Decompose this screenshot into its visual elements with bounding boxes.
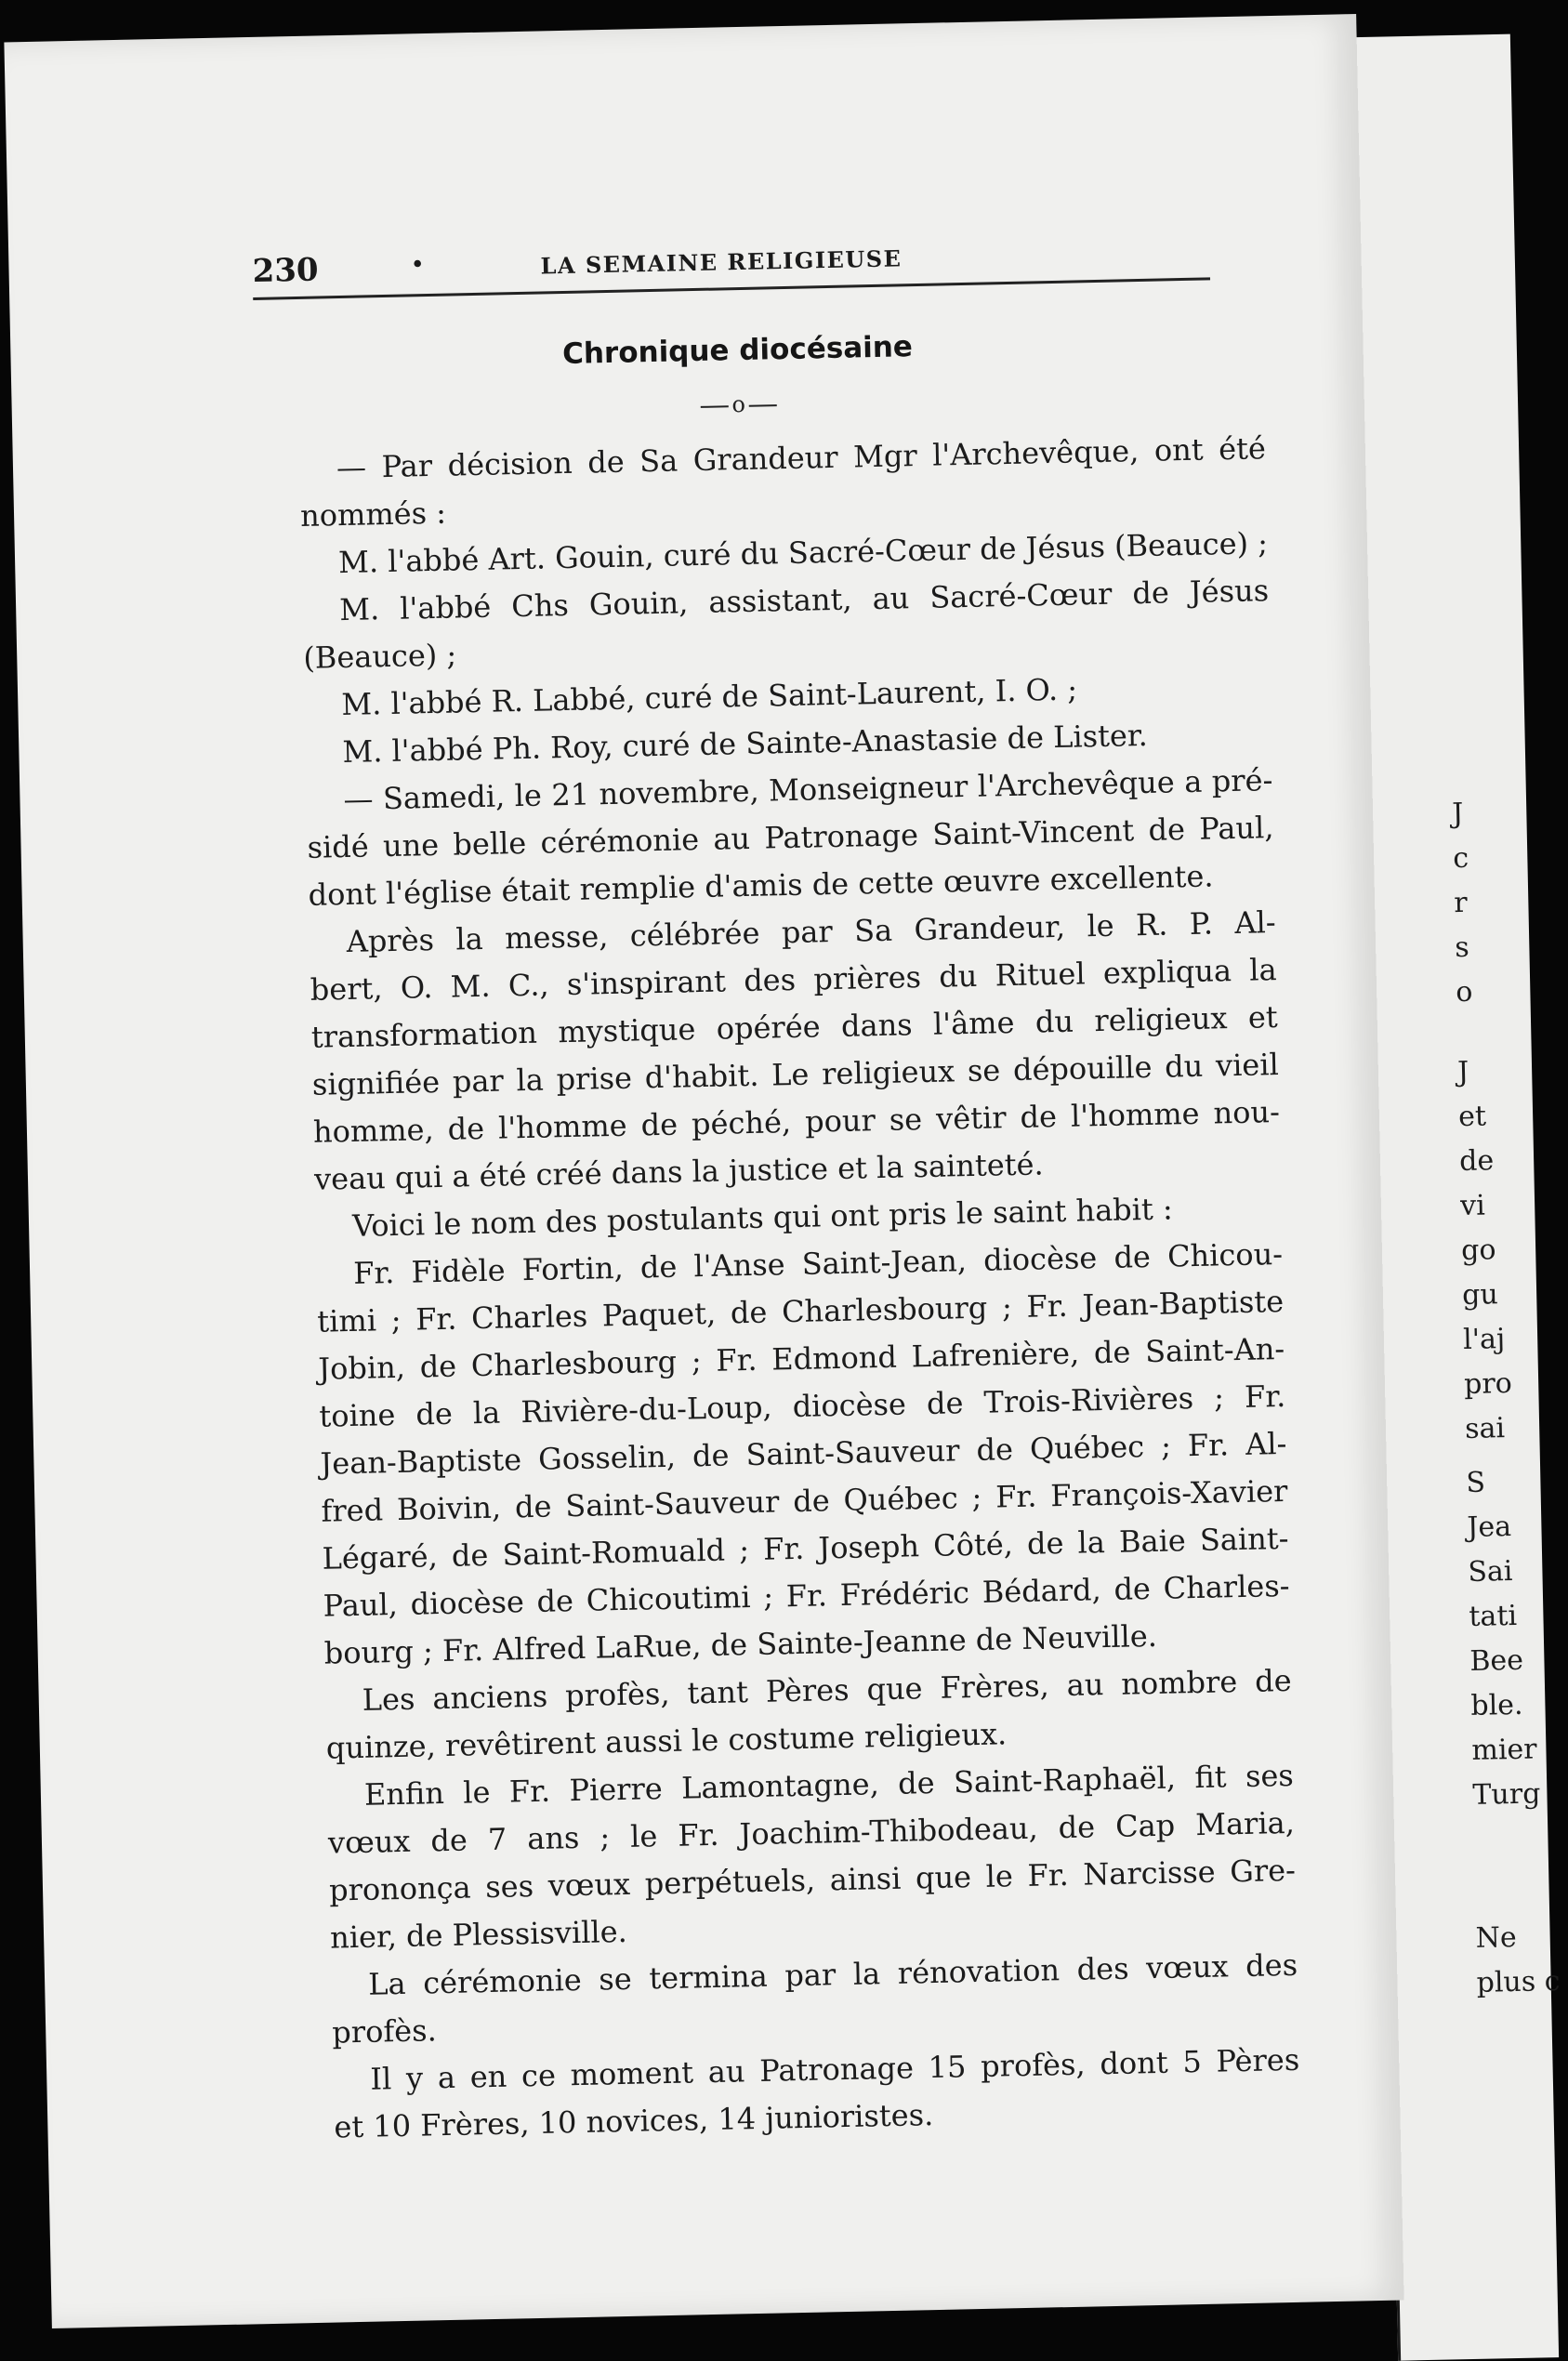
section-ornament	[256, 381, 1222, 428]
adjacent-page-text-fragment: Ne	[1475, 1920, 1518, 1955]
text-line: nier, de Plessisville.	[329, 1913, 628, 1956]
book-page	[4, 14, 1403, 2328]
text-line: signifiée par la prise d'habit. Le religieux se dépouille du vieil	[311, 1047, 1280, 1102]
adjacent-page-text-fragment: gu	[1461, 1278, 1499, 1312]
adjacent-page-text-fragment: l'aj	[1462, 1323, 1506, 1357]
text-line: prononça ses vœux perpétuels, ainsi que le Fr. Narcisse Gre-	[328, 1852, 1297, 1908]
text-line: Il y a en ce moment au Patronage 15 profès, dont 5 Pères	[369, 2041, 1300, 2097]
ornament-circle: o	[731, 390, 746, 418]
adjacent-page-text-fragment: S	[1466, 1466, 1486, 1499]
adjacent-page-text-fragment: mier	[1471, 1733, 1537, 1767]
adjacent-page-text-fragment: Jea	[1467, 1510, 1512, 1544]
text-line: — Samedi, le 21 novembre, Monseigneur l'Archevêque a pré-	[343, 762, 1273, 818]
text-line: timi ; Fr. Charles Paquet, de Charlesbourg ; Fr. Jean-Baptiste	[316, 1283, 1285, 1339]
text-line: transformation mystique opérée dans l'âme du religieux et	[310, 999, 1279, 1055]
adjacent-page-text-fragment: pro	[1463, 1366, 1513, 1402]
page-header	[252, 232, 1210, 300]
text-line: fred Boivin, de Saint-Sauveur de Québec ; Fr. François-Xavier	[321, 1472, 1288, 1529]
text-line: M. l'abbé Chs Gouin, assistant, au Sacré-Cœur de Jésus	[338, 573, 1270, 628]
header-bullet: •	[410, 251, 426, 280]
adjacent-page-text-fragment: c	[1452, 841, 1469, 876]
text-line: Enfin le Fr. Pierre Lamontagne, de Saint-Raphaël, fit ses	[363, 1757, 1295, 1813]
running-title: LA SEMAINE RELIGIEUSE	[540, 244, 903, 280]
text-line: bourg ; Fr. Alfred LaRue, de Sainte-Jeanne de Neuville.	[323, 1617, 1158, 1671]
text-line: veau qui a été créé dans la justice et la sainteté.	[313, 1146, 1045, 1197]
text-line: nommés :	[299, 495, 447, 534]
adjacent-page-text-fragment: o	[1455, 975, 1473, 1009]
text-line: La cérémonie se termina par la rénovation des vœux des	[367, 1946, 1298, 2002]
text-line: Voici le nom des postulants qui ont pris le saint habit :	[351, 1191, 1174, 1244]
adjacent-page-text-fragment: et	[1457, 1100, 1487, 1134]
section-title: Chronique diocésaine	[561, 330, 914, 371]
adjacent-page-text-fragment: Sai	[1468, 1554, 1513, 1589]
text-line: sidé une belle cérémonie au Patronage Saint-Vincent de Paul,	[307, 810, 1274, 865]
adjacent-page-text-fragment: de	[1458, 1144, 1495, 1179]
adjacent-page-text-fragment: ble.	[1470, 1688, 1523, 1722]
text-line: — Par décision de Sa Grandeur Mgr l'Archevêque, ont été	[336, 430, 1267, 486]
text-line: Jobin, de Charlesbourg ; Fr. Edmond Lafrenière, de Saint-An-	[317, 1330, 1285, 1387]
page-number: 230	[252, 251, 320, 290]
text-line: Paul, diocèse de Chicoutimi ; Fr. Frédéric Bédard, de Charles-	[323, 1567, 1290, 1624]
adjacent-page-text-fragment: Bee	[1469, 1643, 1524, 1678]
adjacent-page-text-fragment: sai	[1464, 1412, 1506, 1445]
text-line: Jean-Baptiste Gosselin, de Saint-Sauveur de Québec ; Fr. Al-	[320, 1425, 1287, 1482]
adjacent-page-text-fragment: J	[1451, 797, 1464, 831]
text-line: Après la messe, célébrée par Sa Grandeur, le R. P. Al-	[346, 904, 1276, 959]
article-body	[299, 425, 1301, 2151]
adjacent-page-text-fragment: vi	[1459, 1189, 1486, 1223]
adjacent-page-text-fragment: tati	[1469, 1599, 1518, 1633]
ornament-rule-right	[749, 404, 777, 407]
ornament-rule-left	[701, 405, 729, 408]
text-line: M. l'abbé R. Labbé, curé de Saint-Laurent, I. O. ;	[341, 671, 1078, 723]
adjacent-page-text-fragment: Turg	[1472, 1777, 1541, 1812]
text-line: dont l'église était remplie d'amis de cette œuvre excellente.	[308, 858, 1214, 913]
adjacent-page-text-fragment: go	[1460, 1233, 1496, 1268]
text-line: profès.	[331, 2012, 438, 2051]
text-line: vœux de 7 ans ; le Fr. Joachim-Thibodeau, de Cap Maria,	[327, 1804, 1296, 1861]
adjacent-page-text-fragment: r	[1453, 886, 1469, 920]
text-line: Légaré, de Saint-Romuald ; Fr. Joseph Côté, de la Baie Saint-	[322, 1520, 1289, 1576]
text-line: Les anciens profès, tant Pères que Frères, au nombre de	[362, 1662, 1293, 1718]
text-line: (Beauce) ;	[302, 637, 457, 676]
text-line: bert, O. M. C., s'inspirant des prières du Rituel expliqua la	[310, 952, 1277, 1008]
text-line: Fr. Fidèle Fortin, de l'Anse Saint-Jean, diocèse de Chicou-	[352, 1235, 1284, 1291]
adjacent-page-text-fragment: plus c	[1476, 1964, 1561, 1999]
text-line: homme, de l'homme de péché, pour se vêtir de l'homme nou-	[312, 1094, 1281, 1150]
adjacent-page-text-fragment: J	[1456, 1055, 1469, 1089]
text-line: toine de la Rivière-du-Loup, diocèse de Trois-Rivières ; Fr.	[319, 1378, 1286, 1434]
text-line: M. l'abbé Art. Gouin, curé du Sacré-Cœur de Jésus (Beauce) ;	[337, 525, 1269, 581]
text-line: M. l'abbé Ph. Roy, curé de Sainte-Anastasie de Lister.	[342, 717, 1149, 771]
text-line: et 10 Frères, 10 novices, 14 junioristes.	[334, 2097, 934, 2145]
text-line: quinze, revêtirent aussi le costume religieux.	[325, 1716, 1008, 1766]
adjacent-page-text-fragment: s	[1454, 930, 1470, 965]
